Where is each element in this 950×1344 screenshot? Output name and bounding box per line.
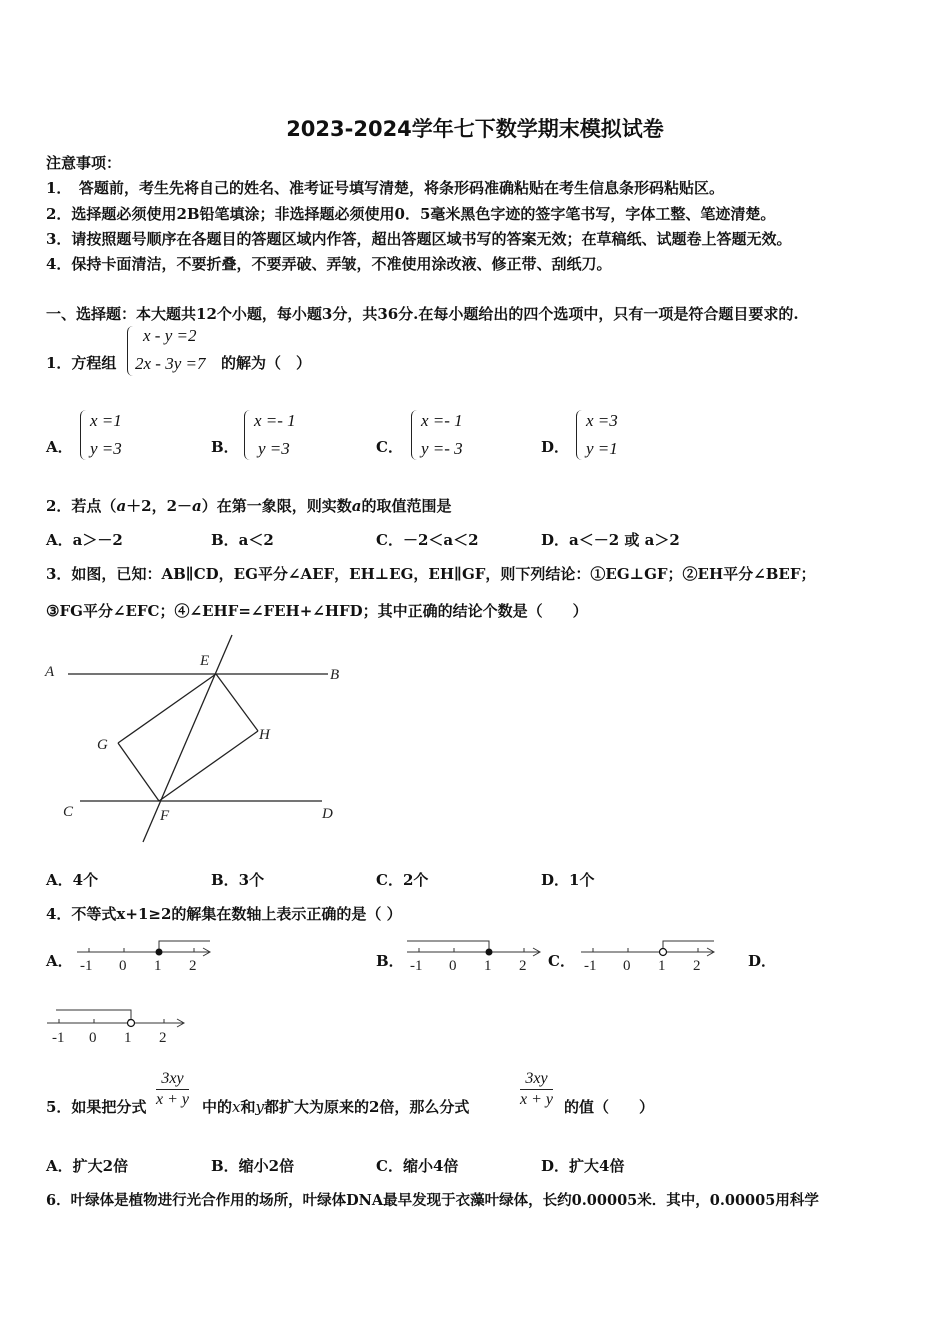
q4-number-line-a [72, 935, 217, 975]
tick-label: 0 [89, 1030, 97, 1045]
q1-prefix: 1．方程组 [46, 354, 117, 372]
q1-option-d-r1: x =3 [586, 411, 618, 430]
q1-option-c-r1: x =- 1 [421, 411, 463, 430]
q4-option-d-label[interactable]: D． [748, 952, 777, 970]
q1-option-a-label[interactable]: A． [46, 438, 73, 456]
segment-gf [118, 743, 159, 801]
tick-label: -1 [584, 958, 597, 974]
fraction-denominator: x + y [520, 1091, 553, 1108]
q5-prefix: 5．如果把分式 [46, 1098, 147, 1116]
tick-label: 2 [519, 958, 527, 974]
tick-label: -1 [52, 1030, 65, 1045]
tick-label: 0 [119, 958, 127, 974]
notes-heading: 注意事项： [46, 154, 122, 172]
hollow-point [660, 949, 667, 956]
q1-option-a-r2: y =3 [90, 439, 122, 458]
q5-option-b[interactable]: B．缩小2倍 [211, 1157, 295, 1175]
q3-line2: ③FG平分∠EFC；④∠EHF=∠FEH+∠HFD；其中正确的结论个数是（ ） [46, 602, 588, 620]
hollow-point [128, 1020, 135, 1027]
q1-eq2: 2x - 3y =7 [135, 354, 206, 373]
q5-option-c[interactable]: C．缩小4倍 [376, 1157, 459, 1175]
q2-option-c[interactable]: C．－2＜a＜2 [376, 531, 479, 549]
q5-fraction-2 [520, 1070, 553, 1109]
tick-label: 1 [658, 958, 666, 974]
solid-point [486, 949, 493, 956]
tick-label: 0 [623, 958, 631, 974]
q3-geometry-figure [40, 630, 360, 850]
q5-suffix: 的值（ ） [564, 1098, 655, 1116]
label-b: B [330, 667, 340, 683]
q3-option-d[interactable]: D．1个 [541, 871, 595, 889]
notes-item-3: 3．请按照题号顺序在各题目的答题区域内作答，超出答题区域书写的答案无效；在草稿纸、试题卷上答题无效。 [46, 230, 792, 248]
q6-text: 6．叶绿体是植物进行光合作用的场所，叶绿体DNA最早发现于衣藻叶绿体，长约0.00005米．其中，0.00005用科学 [46, 1192, 819, 1209]
tick-label: 2 [693, 958, 701, 974]
q4-number-line-c [576, 935, 721, 975]
page-title: 2023-2024学年七下数学期末模拟试卷 [286, 117, 664, 141]
q5-fraction-1 [156, 1070, 189, 1109]
q1-option-d-r2: y =1 [586, 439, 618, 458]
label-d: D [322, 806, 333, 822]
section-heading: 一、选择题：本大题共12个小题，每小题3分，共36分.在每小题给出的四个选项中，只有一项是符合题目要求的. [46, 305, 799, 323]
tick-label: 2 [189, 958, 197, 974]
q4-option-a-label[interactable]: A． [46, 952, 73, 970]
notes-item-1: 1． 答题前，考生先将自己的姓名、准考证号填写清楚，将条形码准确粘贴在考生信息条形码粘贴区。 [46, 179, 724, 197]
label-a: A [45, 664, 55, 680]
q1-option-b-r1: x =- 1 [254, 411, 296, 430]
tick-label: 1 [124, 1030, 132, 1045]
q1-option-d-label[interactable]: D． [541, 438, 570, 456]
q4-text: 4．不等式x+1≥2的解集在数轴上表示正确的是（ ） [46, 905, 402, 923]
segment-hf [159, 731, 258, 801]
q1-option-c-r2: y =- 3 [421, 439, 463, 458]
label-g: G [97, 737, 108, 753]
q1-suffix: 的解为（ ） [221, 354, 312, 372]
label-h: H [259, 727, 270, 743]
q4-option-b-label[interactable]: B． [376, 952, 404, 970]
q2-option-d[interactable]: D．a＜－2 或 a＞2 [541, 531, 680, 549]
tick-label: 2 [159, 1030, 167, 1045]
q2-option-a[interactable]: A．a＞－2 [46, 531, 123, 549]
q4-number-line-b [402, 935, 547, 975]
q5-middle: 中的x和y都扩大为原来的2倍，那么分式 [202, 1098, 470, 1116]
segment-eg [118, 674, 216, 743]
fraction-numerator: 3xy [156, 1070, 189, 1090]
q4-option-c-label[interactable]: C． [548, 952, 575, 970]
solid-point [156, 949, 163, 956]
notes-item-4: 4．保持卡面清洁，不要折叠，不要弄破、弄皱，不准使用涂改液、修正带、刮纸刀。 [46, 255, 612, 273]
q3-option-b[interactable]: B．3个 [211, 871, 265, 889]
label-f: F [160, 808, 170, 824]
tick-label: -1 [410, 958, 423, 974]
fraction-denominator: x + y [156, 1091, 189, 1108]
label-c: C [63, 804, 74, 820]
notes-item-2: 2．选择题必须使用2B铅笔填涂；非选择题必须使用0．5毫米黑色字迹的签字笔书写，字体工整、笔迹清楚。 [46, 205, 776, 223]
tick-label: 1 [154, 958, 162, 974]
transversal-ef [143, 635, 232, 842]
q1-option-b-label[interactable]: B． [211, 438, 239, 456]
q5-option-a[interactable]: A．扩大2倍 [46, 1157, 129, 1175]
q1-option-a-r1: x =1 [90, 411, 122, 430]
tick-label: 1 [484, 958, 492, 974]
q3-option-a[interactable]: A．4个 [46, 871, 99, 889]
q3-option-c[interactable]: C．2个 [376, 871, 429, 889]
segment-eh [216, 674, 258, 731]
label-e: E [200, 653, 210, 669]
fraction-numerator: 3xy [520, 1070, 553, 1090]
q1-option-b-r2: y =3 [258, 439, 290, 458]
q5-option-d[interactable]: D．扩大4倍 [541, 1157, 625, 1175]
q2-option-b[interactable]: B．a＜2 [211, 531, 274, 549]
q3-line1: 3．如图，已知：AB∥CD，EG平分∠AEF，EH⊥EG，EH∥GF，则下列结论：①EG⊥GF；②EH平分∠BEF； [46, 565, 816, 583]
q1-option-c-label[interactable]: C． [376, 438, 403, 456]
tick-label: -1 [80, 958, 93, 974]
q4-number-line-d [42, 1001, 187, 1045]
q2-text: 2．若点（a＋2，2－a）在第一象限，则实数a的取值范围是 [46, 497, 452, 515]
q1-eq1: x - y =2 [143, 326, 197, 345]
tick-label: 0 [449, 958, 457, 974]
